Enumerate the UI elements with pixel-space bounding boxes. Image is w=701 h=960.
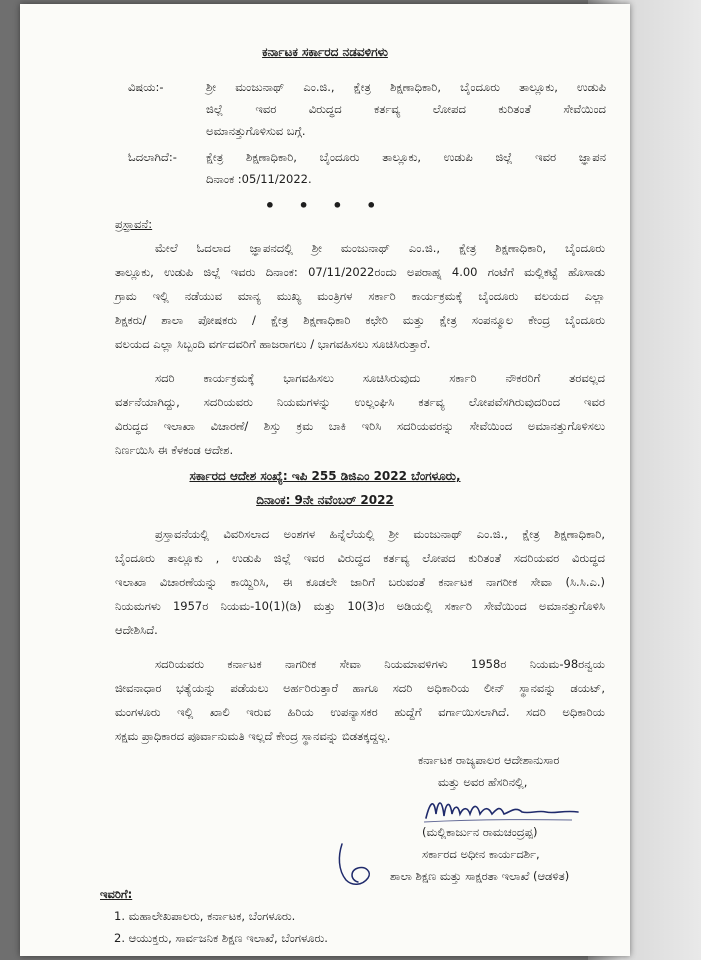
paragraph-line: ಗ್ರಾಮ ಇಲ್ಲಿ ನಡೆಯುವ ಮಾನ್ಯ ಮುಖ್ಯ ಮಂತ್ರಿಗಳ ಸರ್ಕಾರಿ ಕಾರ್ಯಕ್ರಮಕ್ಕೆ ಬೈಂದೂರು ವಲಯದ ಎಲ್ಲಾ [115, 289, 605, 303]
signoff-line: ಮತ್ತು ಅವರ ಹೆಸರಿನಲ್ಲಿ, [438, 775, 528, 789]
paragraph-line: ತಾಲ್ಲೂಕು, ಉಡುಪಿ ಜಿಲ್ಲೆ ಇವರು ದಿನಾಂಕ: 07/11/2022ರಂದು ಅಪರಾಹ್ನ 4.00 ಗಂಟೆಗೆ ಮಲ್ಲಿಕಟ್ಟೆ ಹೊಸಾಡು [115, 265, 605, 279]
order-number: ಸರ್ಕಾರದ ಆದೇಶ ಸಂಖ್ಯೆ: ಇಪಿ 255 ಡಿಜಿಎಂ 2022 ಬೆಂಗಳೂರು, [189, 469, 461, 483]
paragraph-line: ಸಕ್ಷಮ ಪ್ರಾಧಿಕಾರದ ಪೂರ್ವಾನುಮತಿ ಇಲ್ಲದೆ ಕೇಂದ್ರ ಸ್ಥಾನವನ್ನು ಬಿಡತಕ್ಕದ್ದಲ್ಲ. [115, 729, 391, 743]
signoff-line: ಕರ್ನಾಟಕ ರಾಜ್ಯಪಾಲರ ಆದೇಶಾನುಸಾರ [418, 753, 560, 767]
signature-image [422, 792, 582, 826]
paragraph-line: ಮೇಲೆ ಓದಲಾದ ಜ್ಞಾಪನದಲ್ಲಿ ಶ್ರೀ ಮಂಜುನಾಥ್ ಎಂ.ಜಿ., ಕ್ಷೇತ್ರ ಶಿಕ್ಷಣಾಧಿಕಾರಿ, ಬೈಂದೂರು [155, 241, 605, 255]
paragraph-line: ವರ್ತನೆಯಾಗಿದ್ದು, ಸದರಿಯವರು ನಿಯಮಗಳನ್ನು ಉಲ್ಲಂಘಿಸಿ ಕರ್ತವ್ಯ ಲೋಪವೆಸಗಿರುವುದರಿಂದ ಇವರ [115, 395, 605, 409]
subject-line: ಶ್ರೀ ಮಂಜುನಾಥ್ ಎಂ.ಜಿ., ಕ್ಷೇತ್ರ ಶಿಕ್ಷಣಾಧಿಕಾರಿ, ಬೈಂದೂರು ತಾಲ್ಲೂಕು, ಉಡುಪಿ [206, 80, 606, 94]
paragraph-line: ಶಿಕ್ಷಕರು/ ಶಾಲಾ ಪೋಷಕರು / ಕ್ಷೇತ್ರ ಶಿಕ್ಷಣಾಧಿಕಾರಿ ಕಛೇರಿ ಮತ್ತು ಕ್ಷೇತ್ರ ಸಂಪನ್ಮೂಲ ಕೇಂದ್ರ ಬೈಂದೂರು [115, 313, 605, 327]
paragraph-line: ಸದರಿ ಕಾರ್ಯಕ್ರಮಕ್ಕೆ ಭಾಗವಹಿಸಲು ಸೂಚಿಸಿರುವುದು ಸರ್ಕಾರಿ ನೌಕರರಿಗೆ ತರವಲ್ಲದ [155, 371, 605, 385]
preamble-heading: ಪ್ರಸ್ತಾವನೆ: [115, 217, 153, 231]
subject-line: ಅಮಾನತ್ತುಗೊಳಿಸುವ ಬಗ್ಗೆ. [206, 124, 306, 138]
signatory-department: ಶಾಲಾ ಶಿಕ್ಷಣ ಮತ್ತು ಸಾಕ್ಷರತಾ ಇಲಾಖೆ (ಆಡಳಿತ) [390, 869, 570, 883]
paragraph-line: ಜೀವನಾಧಾರ ಭತ್ಯೆಯನ್ನು ಪಡೆಯಲು ಅರ್ಹರಿರುತ್ತಾರೆ ಹಾಗೂ ಸದರಿ ಅಧಿಕಾರಿಯ ಲೀನ್ ಸ್ಥಾನವನ್ನು ಡಯಟ್, [115, 681, 605, 695]
document-page [20, 4, 630, 956]
paragraph-line: ಇಲಾಖಾ ವಿಚಾರಣೆಯನ್ನು ಕಾಯ್ದಿರಿಸಿ, ಈ ಕೂಡಲೇ ಜಾರಿಗೆ ಬರುವಂತೆ ಕರ್ನಾಟಕ ನಾಗರೀಕ ಸೇವಾ (ಸಿ.ಸಿ.ಎ.) [115, 575, 605, 589]
paragraph-line: ನಿಯಮಗಳು 1957ರ ನಿಯಮ-10(1)(ಡಿ) ಮತ್ತು 10(3)ರ ಅಡಿಯಲ್ಲಿ ಸರ್ಕಾರಿ ಸೇವೆಯಿಂದ ಅಮಾನತ್ತುಗೊಳಿಸಿ [115, 599, 605, 613]
initial-mark [328, 836, 384, 892]
signatory-designation: ಸರ್ಕಾರದ ಅಧೀನ ಕಾರ್ಯದರ್ಶಿ, [422, 847, 540, 861]
subject-line: ಜಿಲ್ಲೆ ಇವರ ವಿರುದ್ಧದ ಕರ್ತವ್ಯ ಲೋಪದ ಕುರಿತಂತೆ ಸೇವೆಯಿಂದ [206, 102, 606, 116]
reference-label: ಓದಲಾಗಿದೆ:- [128, 150, 177, 164]
paragraph-line: ಸದರಿಯವರು ಕರ್ನಾಟಕ ನಾಗರೀಕ ಸೇವಾ ನಿಯಮಾವಳಿಗಳು 1958ರ ನಿಯಮ-98ರನ್ವಯ [155, 657, 605, 671]
paragraph-line: ವಲಯದ ಎಲ್ಲಾ ಸಿಬ್ಬಂದಿ ವರ್ಗದವರಿಗೆ ಹಾಜರಾಗಲು / ಭಾಗವಹಿಸಲು ಸೂಚಿಸಿರುತ್ತಾರೆ. [115, 337, 431, 351]
paragraph-line: ಪ್ರಸ್ತಾವನೆಯಲ್ಲಿ ವಿವರಿಸಲಾದ ಅಂಶಗಳ ಹಿನ್ನೆಲೆಯಲ್ಲಿ ಶ್ರೀ ಮಂಜುನಾಥ್ ಎಂ.ಜಿ., ಕ್ಷೇತ್ರ ಶಿಕ್ಷಣಾಧಿಕಾರಿ, [155, 527, 605, 541]
reference-line: ದಿನಾಂಕ :05/11/2022. [206, 172, 312, 186]
paragraph-line: ಬೈಂದೂರು ತಾಲ್ಲೂಕು , ಉಡುಪಿ ಜಿಲ್ಲೆ ಇವರ ವಿರುದ್ಧದ ಕರ್ತವ್ಯ ಲೋಪದ ಕುರಿತಂತೆ ಸದರಿಯವರ ವಿರುದ್ಧದ [115, 551, 605, 565]
paragraph-line: ಮಂಗಳೂರು ಇಲ್ಲಿ ಖಾಲಿ ಇರುವ ಹಿರಿಯ ಉಪನ್ಯಾಸಕರ ಹುದ್ದೆಗೆ ವರ್ಗಾಯಿಸಲಾಗಿದೆ. ಸದರಿ ಅಧಿಕಾರಿಯ [115, 705, 605, 719]
paragraph-line: ಆದೇಶಿಸಿದೆ. [115, 623, 158, 637]
subject-label: ವಿಷಯ:- [128, 80, 164, 94]
reference-line: ಕ್ಷೇತ್ರ ಶಿಕ್ಷಣಾಧಿಕಾರಿ, ಬೈಂದೂರು ತಾಲ್ಲೂಕು, ಉಡುಪಿ ಜಿಲ್ಲೆ ಇವರ ಜ್ಞಾಪನ [206, 150, 606, 164]
recipient-item: 2. ಆಯುಕ್ತರು, ಸಾರ್ವಜನಿಕ ಶಿಕ್ಷಣ ಇಲಾಖೆ, ಬೆಂಗಳೂರು. [114, 931, 328, 945]
document-title: ಕರ್ನಾಟಕ ಸರ್ಕಾರದ ನಡವಳಿಗಳು [262, 45, 388, 59]
recipients-heading: ಇವರಿಗೆ: [100, 887, 133, 901]
separator-stars: • • • • [264, 196, 386, 215]
order-date: ದಿನಾಂಕ: 9ನೇ ನವೆಂಬರ್ 2022 [256, 493, 394, 507]
signatory-name: (ಮಲ್ಲಿಕಾರ್ಜುನ ರಾಮಚಂದ್ರಪ್ಪ) [422, 825, 538, 839]
paragraph-line: ನಿರ್ಣಯಿಸಿ ಈ ಕೆಳಕಂಡ ಆದೇಶ. [115, 443, 234, 457]
paragraph-line: ವಿರುದ್ಧದ ಇಲಾಖಾ ವಿಚಾರಣೆ/ ಶಿಸ್ತು ಕ್ರಮ ಬಾಕಿ ಇರಿಸಿ ಸದರಿಯವರನ್ನು ಸೇವೆಯಿಂದ ಅಮಾನತ್ತುಗೊಳಿಸಲು [115, 419, 605, 433]
recipient-item: 1. ಮಹಾಲೇಖಪಾಲರು, ಕರ್ನಾಟಕ, ಬೆಂಗಳೂರು. [114, 909, 296, 923]
